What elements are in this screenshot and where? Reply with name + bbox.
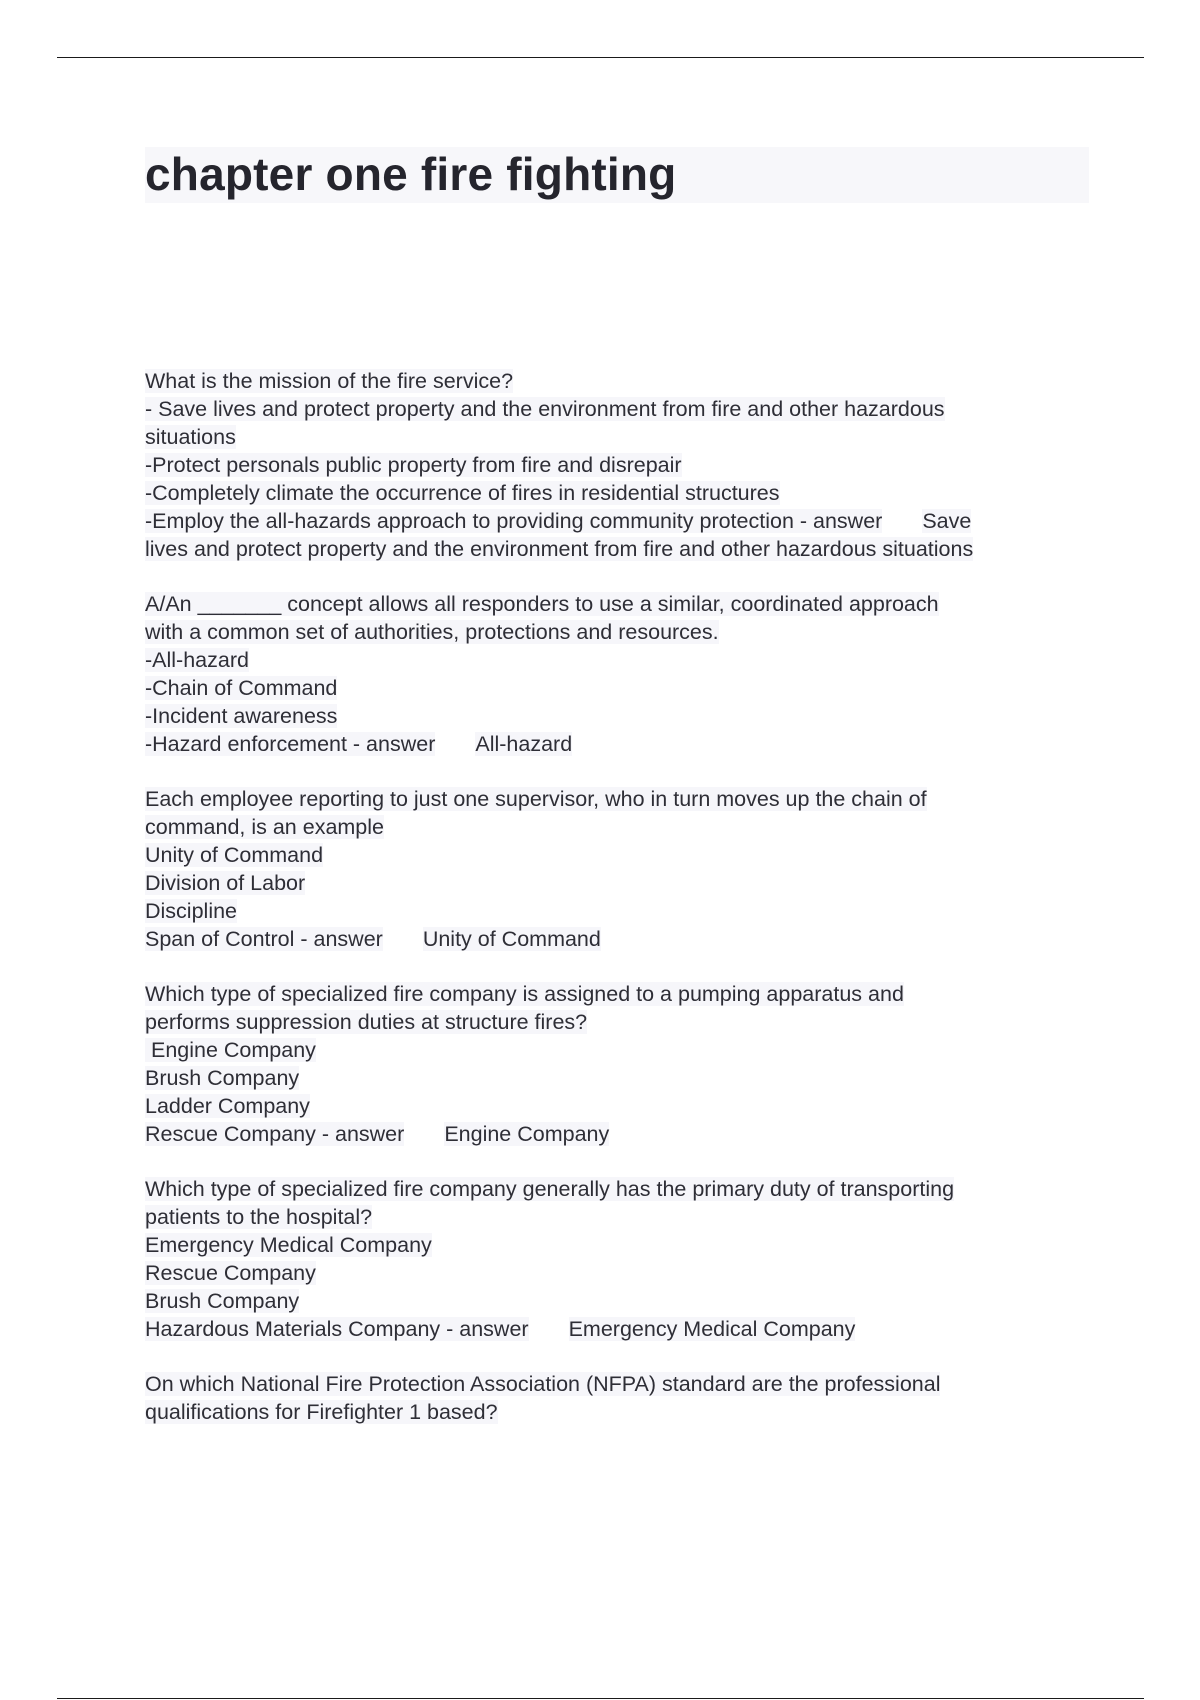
answer-prefix: Hazardous Materials Company - answer <box>145 1317 529 1341</box>
answer-line <box>145 925 1085 953</box>
answer-line <box>145 1120 1085 1148</box>
flashcard <box>145 1175 1085 1343</box>
flashcard <box>145 980 1085 1148</box>
answer-line <box>145 1315 1085 1343</box>
flashcard-list <box>145 367 1085 1453</box>
question-line: command, is an example <box>145 815 384 839</box>
question-line: Unity of Command <box>145 843 324 867</box>
question-line: Ladder Company <box>145 1094 310 1118</box>
question-line: qualifications for Firefighter 1 based? <box>145 1400 498 1424</box>
question-line: -Completely climate the occurrence of fires in residential structures <box>145 481 780 505</box>
top-rule <box>57 57 1144 58</box>
page-title: chapter one fire fighting <box>145 148 677 200</box>
flashcard <box>145 367 1085 563</box>
answer-prefix: Rescue Company - answer <box>145 1122 405 1146</box>
question-line: Emergency Medical Company <box>145 1233 432 1257</box>
question-line: Brush Company <box>145 1066 300 1090</box>
question-line: Which type of specialized fire company generally has the primary duty of transporting <box>145 1177 955 1201</box>
question-line: - Save lives and protect property and the environment from fire and other hazardous <box>145 397 945 421</box>
answer-text: All-hazard <box>475 732 573 756</box>
question-line: -Incident awareness <box>145 704 338 728</box>
answer-prefix: -Hazard enforcement - answer <box>145 732 436 756</box>
answer-prefix: -Employ the all-hazards approach to providing community protection - answer <box>145 509 883 533</box>
question-line: Division of Labor <box>145 871 306 895</box>
flashcard <box>145 785 1085 953</box>
question-line: A/An _______ concept allows all responders to use a similar, coordinated approach <box>145 592 939 616</box>
question-line: with a common set of authorities, protections and resources. <box>145 620 719 644</box>
answer-continuation: lives and protect property and the environment from fire and other hazardous situations <box>145 537 974 561</box>
question-line: -Chain of Command <box>145 676 338 700</box>
question-line: situations <box>145 425 236 449</box>
question-line: performs suppression duties at structure fires? <box>145 1010 588 1034</box>
question-line: Engine Company <box>145 1038 316 1062</box>
question-line: On which National Fire Protection Association (NFPA) standard are the professional <box>145 1372 941 1396</box>
question-line: Which type of specialized fire company is assigned to a pumping apparatus and <box>145 982 904 1006</box>
question-line: Brush Company <box>145 1289 300 1313</box>
answer-prefix: Span of Control - answer <box>145 927 383 951</box>
question-line: -Protect personals public property from fire and disrepair <box>145 453 682 477</box>
question-line: Discipline <box>145 899 238 923</box>
bottom-rule <box>57 1698 1144 1699</box>
question-line: Rescue Company <box>145 1261 316 1285</box>
flashcard <box>145 590 1085 758</box>
answer-text: Engine Company <box>444 1122 610 1146</box>
answer-text: Unity of Command <box>422 927 601 951</box>
answer-text: Save <box>922 509 972 533</box>
question-line: patients to the hospital? <box>145 1205 373 1229</box>
question-line: -All-hazard <box>145 648 249 672</box>
question-line: Each employee reporting to just one supervisor, who in turn moves up the chain of <box>145 787 927 811</box>
answer-text: Emergency Medical Company <box>568 1317 856 1341</box>
answer-line <box>145 730 1085 758</box>
question-line: What is the mission of the fire service? <box>145 369 514 393</box>
flashcard <box>145 1370 1085 1426</box>
answer-line <box>145 507 1085 535</box>
